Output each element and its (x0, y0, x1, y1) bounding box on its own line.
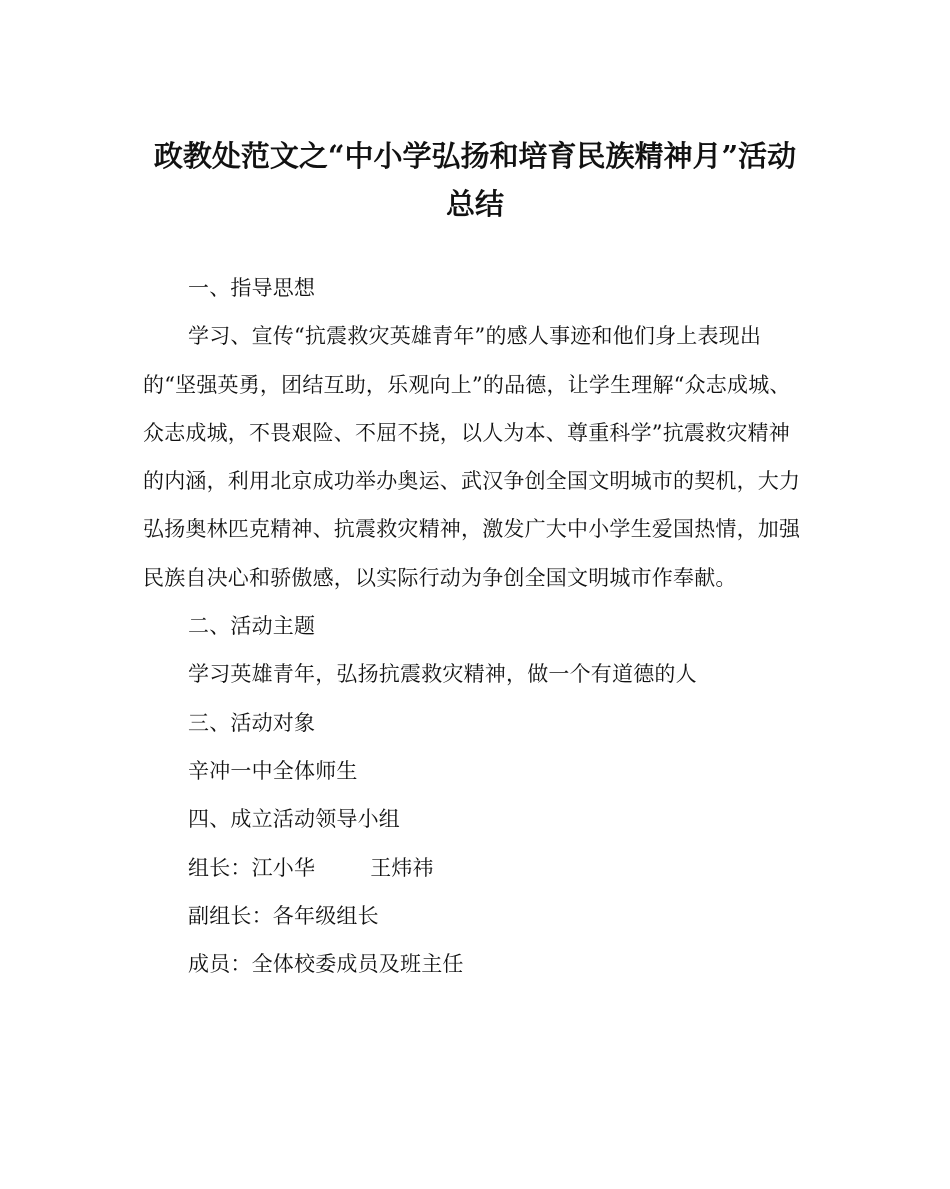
leader-label: 组长：江小华 (188, 855, 316, 880)
leader-second: 王炜祎 (370, 855, 434, 880)
section-2-body: 学习英雄青年，弘扬抗震救灾精神，做一个有道德的人 (188, 662, 697, 687)
leader-line (143, 844, 803, 892)
section-1-body: 学习、宣传“抗震救灾英雄青年”的感人事迹和他们身上表现出的“坚强英勇，团结互助，乐观向上”的品德，让学生理解“众志成城、众志成城，不畏艰险、不屈不挠，以人为本、尊重科学”抗震救灾精神的内涵，利用北京成功举办奥运、武汉争创全国文明城市的契机，大力弘扬奥林匹克精神、抗震救灾精神，激发广大中小学生爱国热情，加强民族自决心和骄傲感，以实际行动为争创全国文明城市作奉献。 (143, 324, 801, 590)
section-1-heading: 一、指导思想 (188, 276, 316, 300)
title-line-2: 总结 (445, 187, 504, 221)
section-3-heading: 三、活动对象 (188, 710, 316, 735)
section-4-heading: 四、成立活动领导小组 (188, 807, 400, 832)
document-body (143, 264, 803, 988)
vice-leader-line: 副组长：各年级组长 (188, 903, 379, 928)
section-3-body: 辛冲一中全体师生 (188, 758, 358, 783)
section-2-heading: 二、活动主题 (188, 614, 316, 639)
title-line-1: 政教处范文之“中小学弘扬和培育民族精神月”活动 (153, 139, 797, 173)
document-title (140, 132, 810, 228)
members-line: 成员：全体校委成员及班主任 (188, 952, 464, 977)
